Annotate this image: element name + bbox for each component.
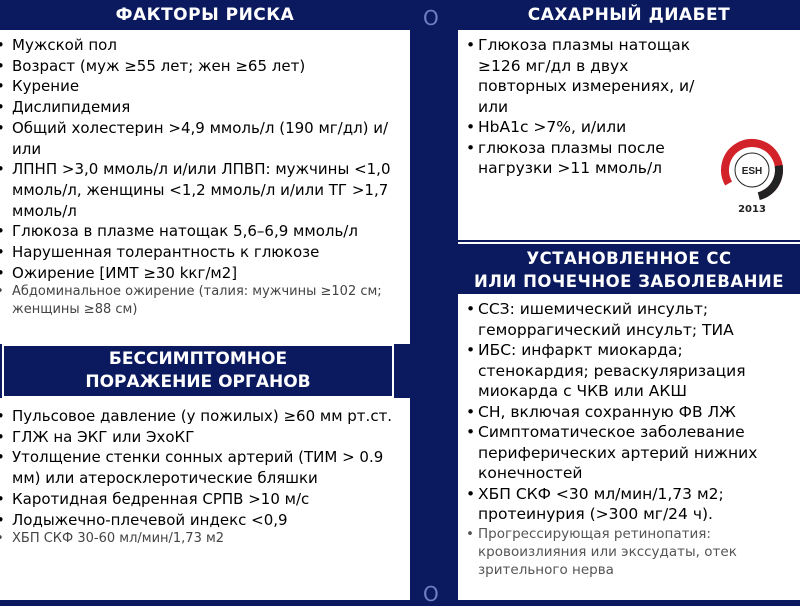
list-item: • Дислипидемия [4,97,402,118]
list-item: • Абдоминальное ожирение (талия: мужчины ≥102 см; женщины ≥88 см) [4,283,402,319]
organ-damage-header [2,344,394,398]
diabetes-header [458,0,800,30]
list-item: • Утолщение стенки сонных артерий (ТИМ > 0.9 мм) или атеросклеротические бляшки [4,447,402,488]
list-item: • Мужской пол [4,35,402,56]
risk-factors-list [0,30,410,319]
list-item: • Возраст (муж ≥55 лет; жен ≥65 лет) [4,56,402,77]
list-item: • ХБП СКФ <30 мл/мин/1,73 м2; протеинурия (>300 мг/24 ч). [466,484,724,523]
diabetes-panel [458,30,800,240]
list-item: • Симптоматическое заболевание периферических артерий нижних конечностей [466,423,758,482]
esh-logo-icon [720,138,784,202]
esh-logo [720,138,784,218]
cvd-panel [458,294,800,600]
cvd-list [458,294,800,579]
list-item: • Каротидная бедренная СРПВ >10 м/с [4,489,402,510]
cvd-title-line1: УСТАНОВЛЕННОЕ СС [526,249,732,268]
organ-damage-list [0,398,410,548]
list-item: • Общий холестерин >4,9 ммоль/л (190 мг/дл) и/или [4,118,402,159]
cvd-header [458,242,800,292]
risk-factors-header [0,0,410,30]
background-mark-bottom: О [423,582,439,606]
list-item: • Пульсовое давление (у пожилых) ≥60 мм рт.ст. [4,406,402,427]
list-item: • Нарушенная толерантность к глюкозе [4,242,402,263]
cvd-title-line2: ИЛИ ПОЧЕЧНОЕ ЗАБОЛЕВАНИЕ [474,272,784,291]
list-item: • ССЗ: ишемический инсульт; геморрагический инсульт; ТИА [466,300,734,339]
list-item: • Ожирение [ИМТ ≥30 kкг/м2] [4,263,402,284]
list-item: • Глюкоза плазмы натощак ≥126 мг/дл в двух повторных измерениях, и/или [466,36,695,116]
list-item: • ГЛЖ на ЭКГ или ЭхоКГ [4,427,402,448]
list-item: • Глюкоза в плазме натощак 5,6–6,9 ммоль/л [4,221,402,242]
esh-logo-year: 2013 [738,204,766,215]
risk-factors-panel [0,30,410,344]
esh-logo-text: ESH [741,166,763,177]
list-item: • Лодыжечно-плечевой индекс <0,9 [4,510,402,531]
list-item: • ИБС: инфаркт миокарда; стенокардия; реваскуляризация миокарда с ЧКВ или АКШ [466,341,746,400]
list-item: • HbA1c >7%, и/или [466,118,627,136]
risk-factors-title: ФАКТОРЫ РИСКА [115,5,295,25]
organ-damage-title-line1: БЕССИМПТОМНОЕ [108,349,288,369]
list-item: • Курение [4,76,402,97]
list-item: • глюкоза плазмы после нагрузки >11 ммоль/л [466,138,665,177]
organ-damage-title-line2: ПОРАЖЕНИЕ ОРГАНОВ [85,372,311,392]
list-item: • ЛПНП >3,0 ммоль/л и/или ЛПВП: мужчины <1,0 ммоль/л, женщины <1,2 ммоль/л и/или ТГ >1,7 ммоль/л [4,159,402,221]
list-item: • СН, включая сохранную ФВ ЛЖ [466,402,736,421]
background-mark-top: О [423,6,439,30]
list-item: • Прогрессирующая ретинопатия: кровоизлияния или экссудаты, отек зрительного нерва [466,525,737,578]
list-item: • ХБП СКФ 30-60 мл/мин/1,73 м2 [4,530,402,548]
organ-damage-panel [0,398,410,600]
diabetes-title: САХАРНЫЙ ДИАБЕТ [527,5,731,25]
